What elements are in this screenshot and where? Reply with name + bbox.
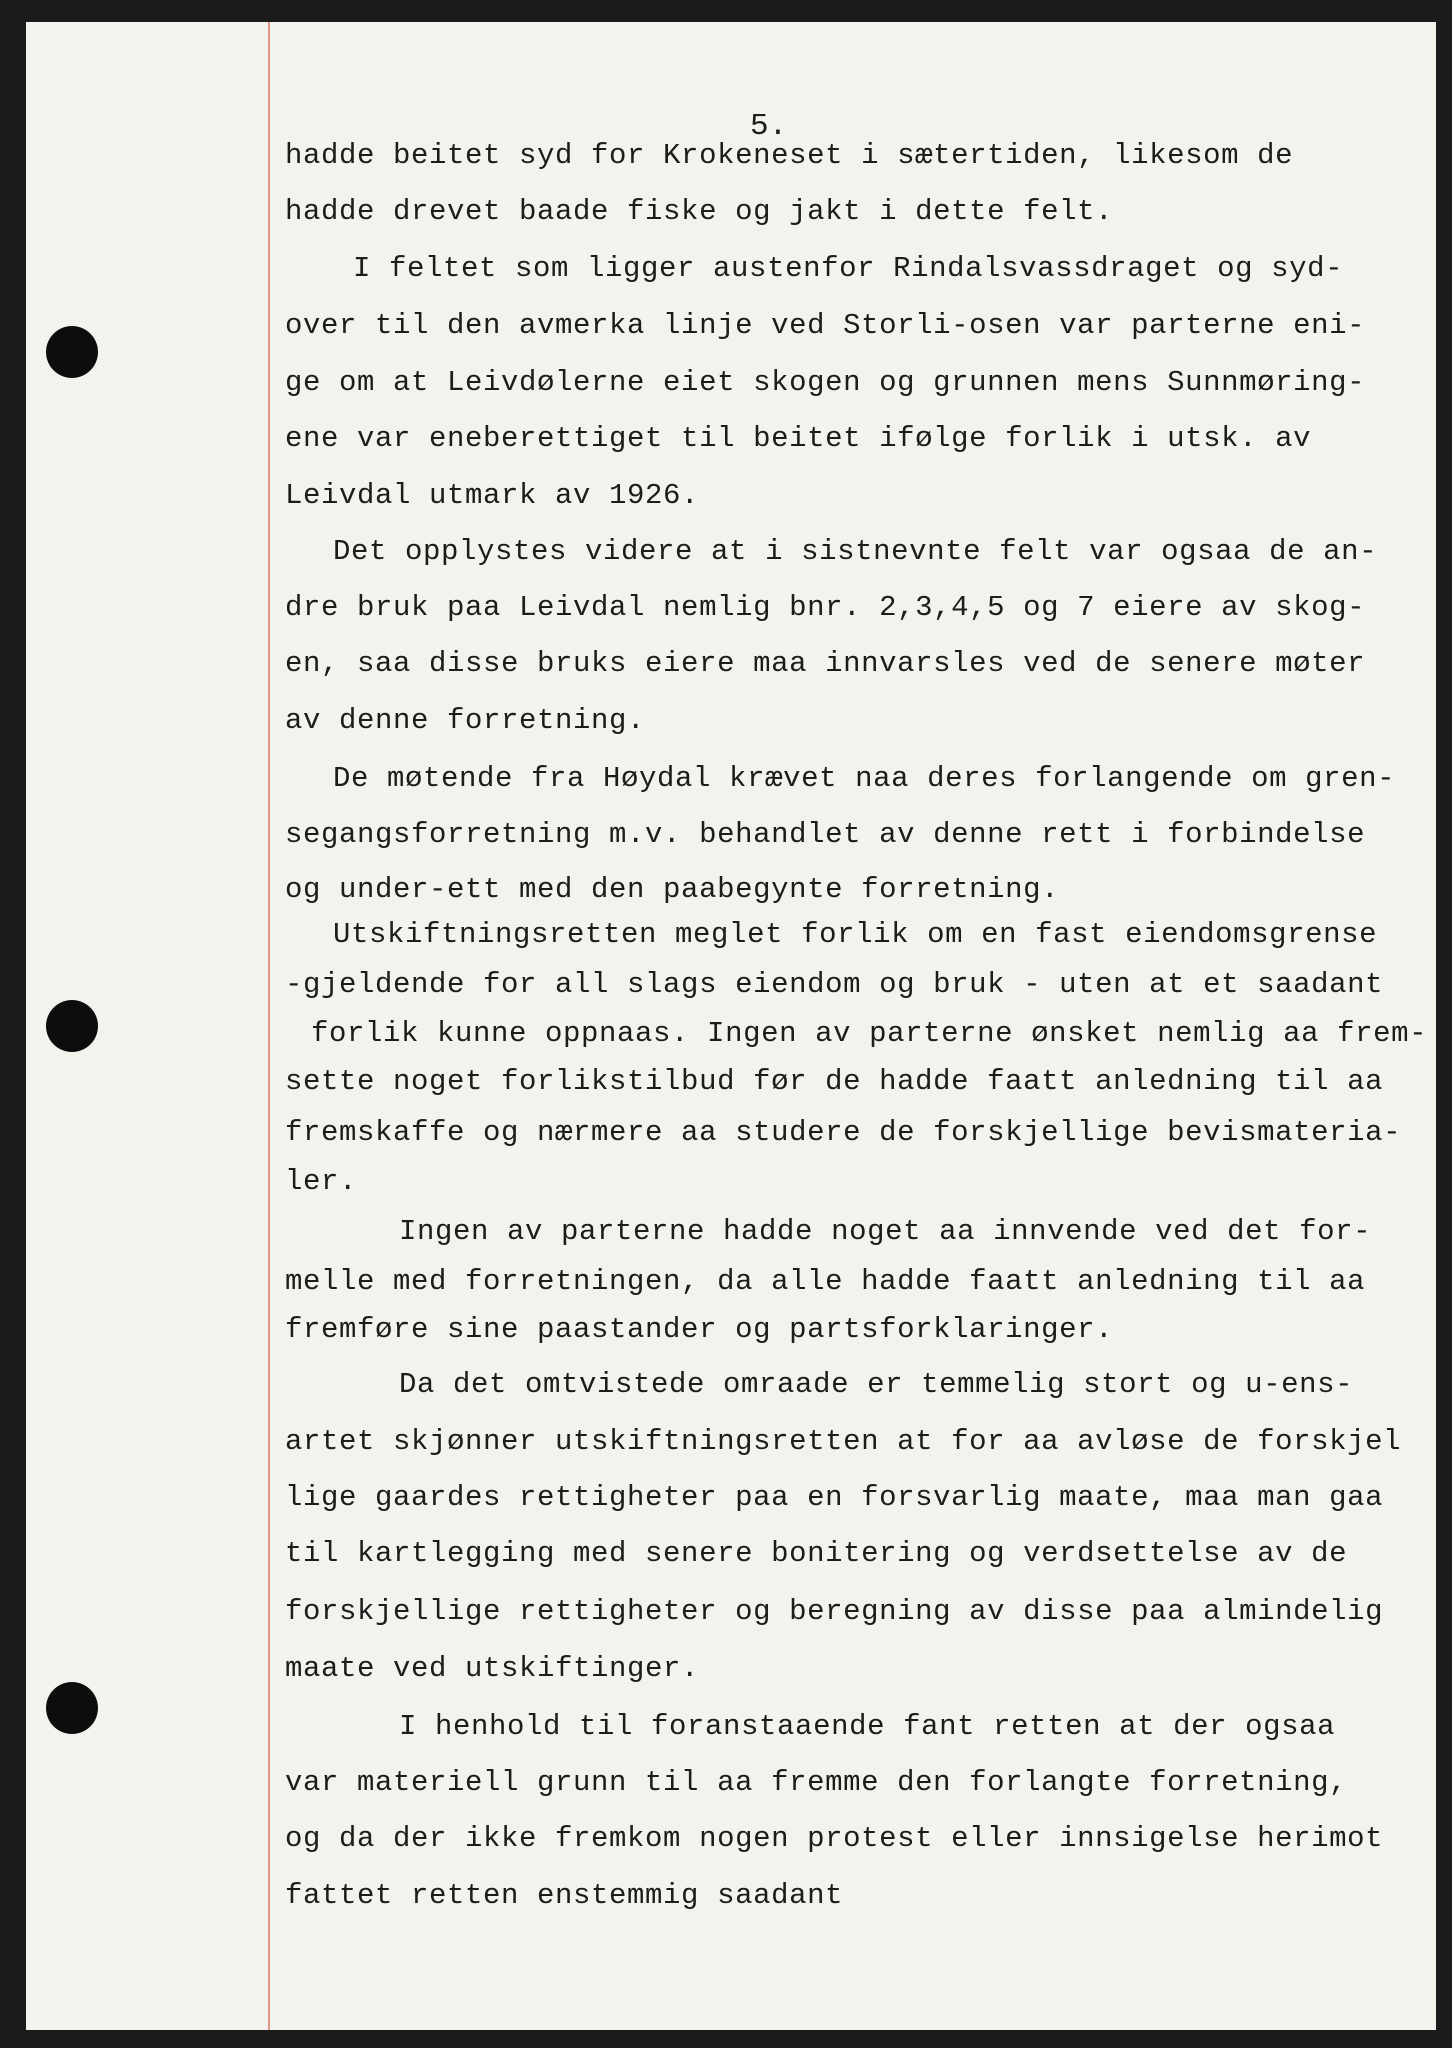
text-line: hadde beitet syd for Krokeneset i sætertiden, likesom de xyxy=(285,139,1294,172)
text-line: en, saa disse bruks eiere maa innvarsles ved de senere møter xyxy=(285,647,1366,680)
text-line: melle med forretningen, da alle hadde faatt anledning til aa xyxy=(285,1265,1366,1298)
text-line: segangsforretning m.v. behandlet av denne rett i forbindelse xyxy=(285,818,1366,851)
document-page xyxy=(26,22,1436,2030)
text-line: til kartlegging med senere bonitering og verdsettelse av de xyxy=(285,1537,1348,1570)
text-line: ler. xyxy=(285,1165,358,1198)
text-line: Ingen av parterne hadde noget aa innvende ved det for- xyxy=(399,1215,1372,1248)
text-line: Da det omtvistede omraade er temmelig stort og u-ens- xyxy=(399,1368,1354,1401)
text-line: lige gaardes rettigheter paa en forsvarlig maate, maa man gaa xyxy=(285,1481,1384,1514)
text-line: fremskaffe og nærmere aa studere de forskjellige bevismateria- xyxy=(285,1116,1402,1149)
punch-hole-middle xyxy=(46,1000,98,1052)
text-line: ene var eneberettiget til beitet ifølge forlik i utsk. av xyxy=(285,422,1312,455)
text-line: av denne forretning. xyxy=(285,704,646,737)
text-line: I feltet som ligger austenfor Rindalsvassdraget og syd- xyxy=(353,252,1344,285)
text-line: og under-ett med den paabegynte forretning. xyxy=(285,873,1060,906)
punch-hole-bottom xyxy=(46,1682,98,1734)
text-line: De møtende fra Høydal krævet naa deres forlangende om gren- xyxy=(333,762,1396,795)
text-line: Det opplystes videre at i sistnevnte felt var ogsaa de an- xyxy=(333,535,1378,568)
text-line: artet skjønner utskiftningsretten at for aa avløse de forskjel xyxy=(285,1425,1402,1458)
text-line: dre bruk paa Leivdal nemlig bnr. 2,3,4,5 og 7 eiere av skog- xyxy=(285,591,1366,624)
text-line: var materiell grunn til aa fremme den forlangte forretning, xyxy=(285,1766,1348,1799)
text-line: Utskiftningsretten meglet forlik om en fast eiendomsgrense xyxy=(333,918,1378,951)
text-line: I henhold til foranstaaende fant retten at der ogsaa xyxy=(399,1710,1336,1743)
text-line: -gjeldende for all slags eiendom og bruk - uten at et saadant xyxy=(285,968,1384,1001)
text-line: og da der ikke fremkom nogen protest eller innsigelse herimot xyxy=(285,1822,1384,1855)
punch-hole-top xyxy=(46,326,98,378)
text-line: hadde drevet baade fiske og jakt i dette felt. xyxy=(285,195,1114,228)
text-line: sette noget forlikstilbud før de hadde faatt anledning til aa xyxy=(285,1065,1384,1098)
text-line: forskjellige rettigheter og beregning av disse paa almindelig xyxy=(285,1595,1384,1628)
text-line: Leivdal utmark av 1926. xyxy=(285,479,700,512)
text-line: forlik kunne oppnaas. Ingen av parterne ønsket nemlig aa frem- xyxy=(311,1017,1428,1050)
page-number: 5. xyxy=(750,109,788,144)
margin-rule xyxy=(268,22,270,2030)
text-line: over til den avmerka linje ved Storli-osen var parterne eni- xyxy=(285,309,1366,342)
text-line: fremføre sine paastander og partsforklaringer. xyxy=(285,1313,1114,1346)
text-line: maate ved utskiftinger. xyxy=(285,1652,700,1685)
text-line: fattet retten enstemmig saadant xyxy=(285,1879,844,1912)
text-line: ge om at Leivdølerne eiet skogen og grunnen mens Sunnmøring- xyxy=(285,366,1366,399)
